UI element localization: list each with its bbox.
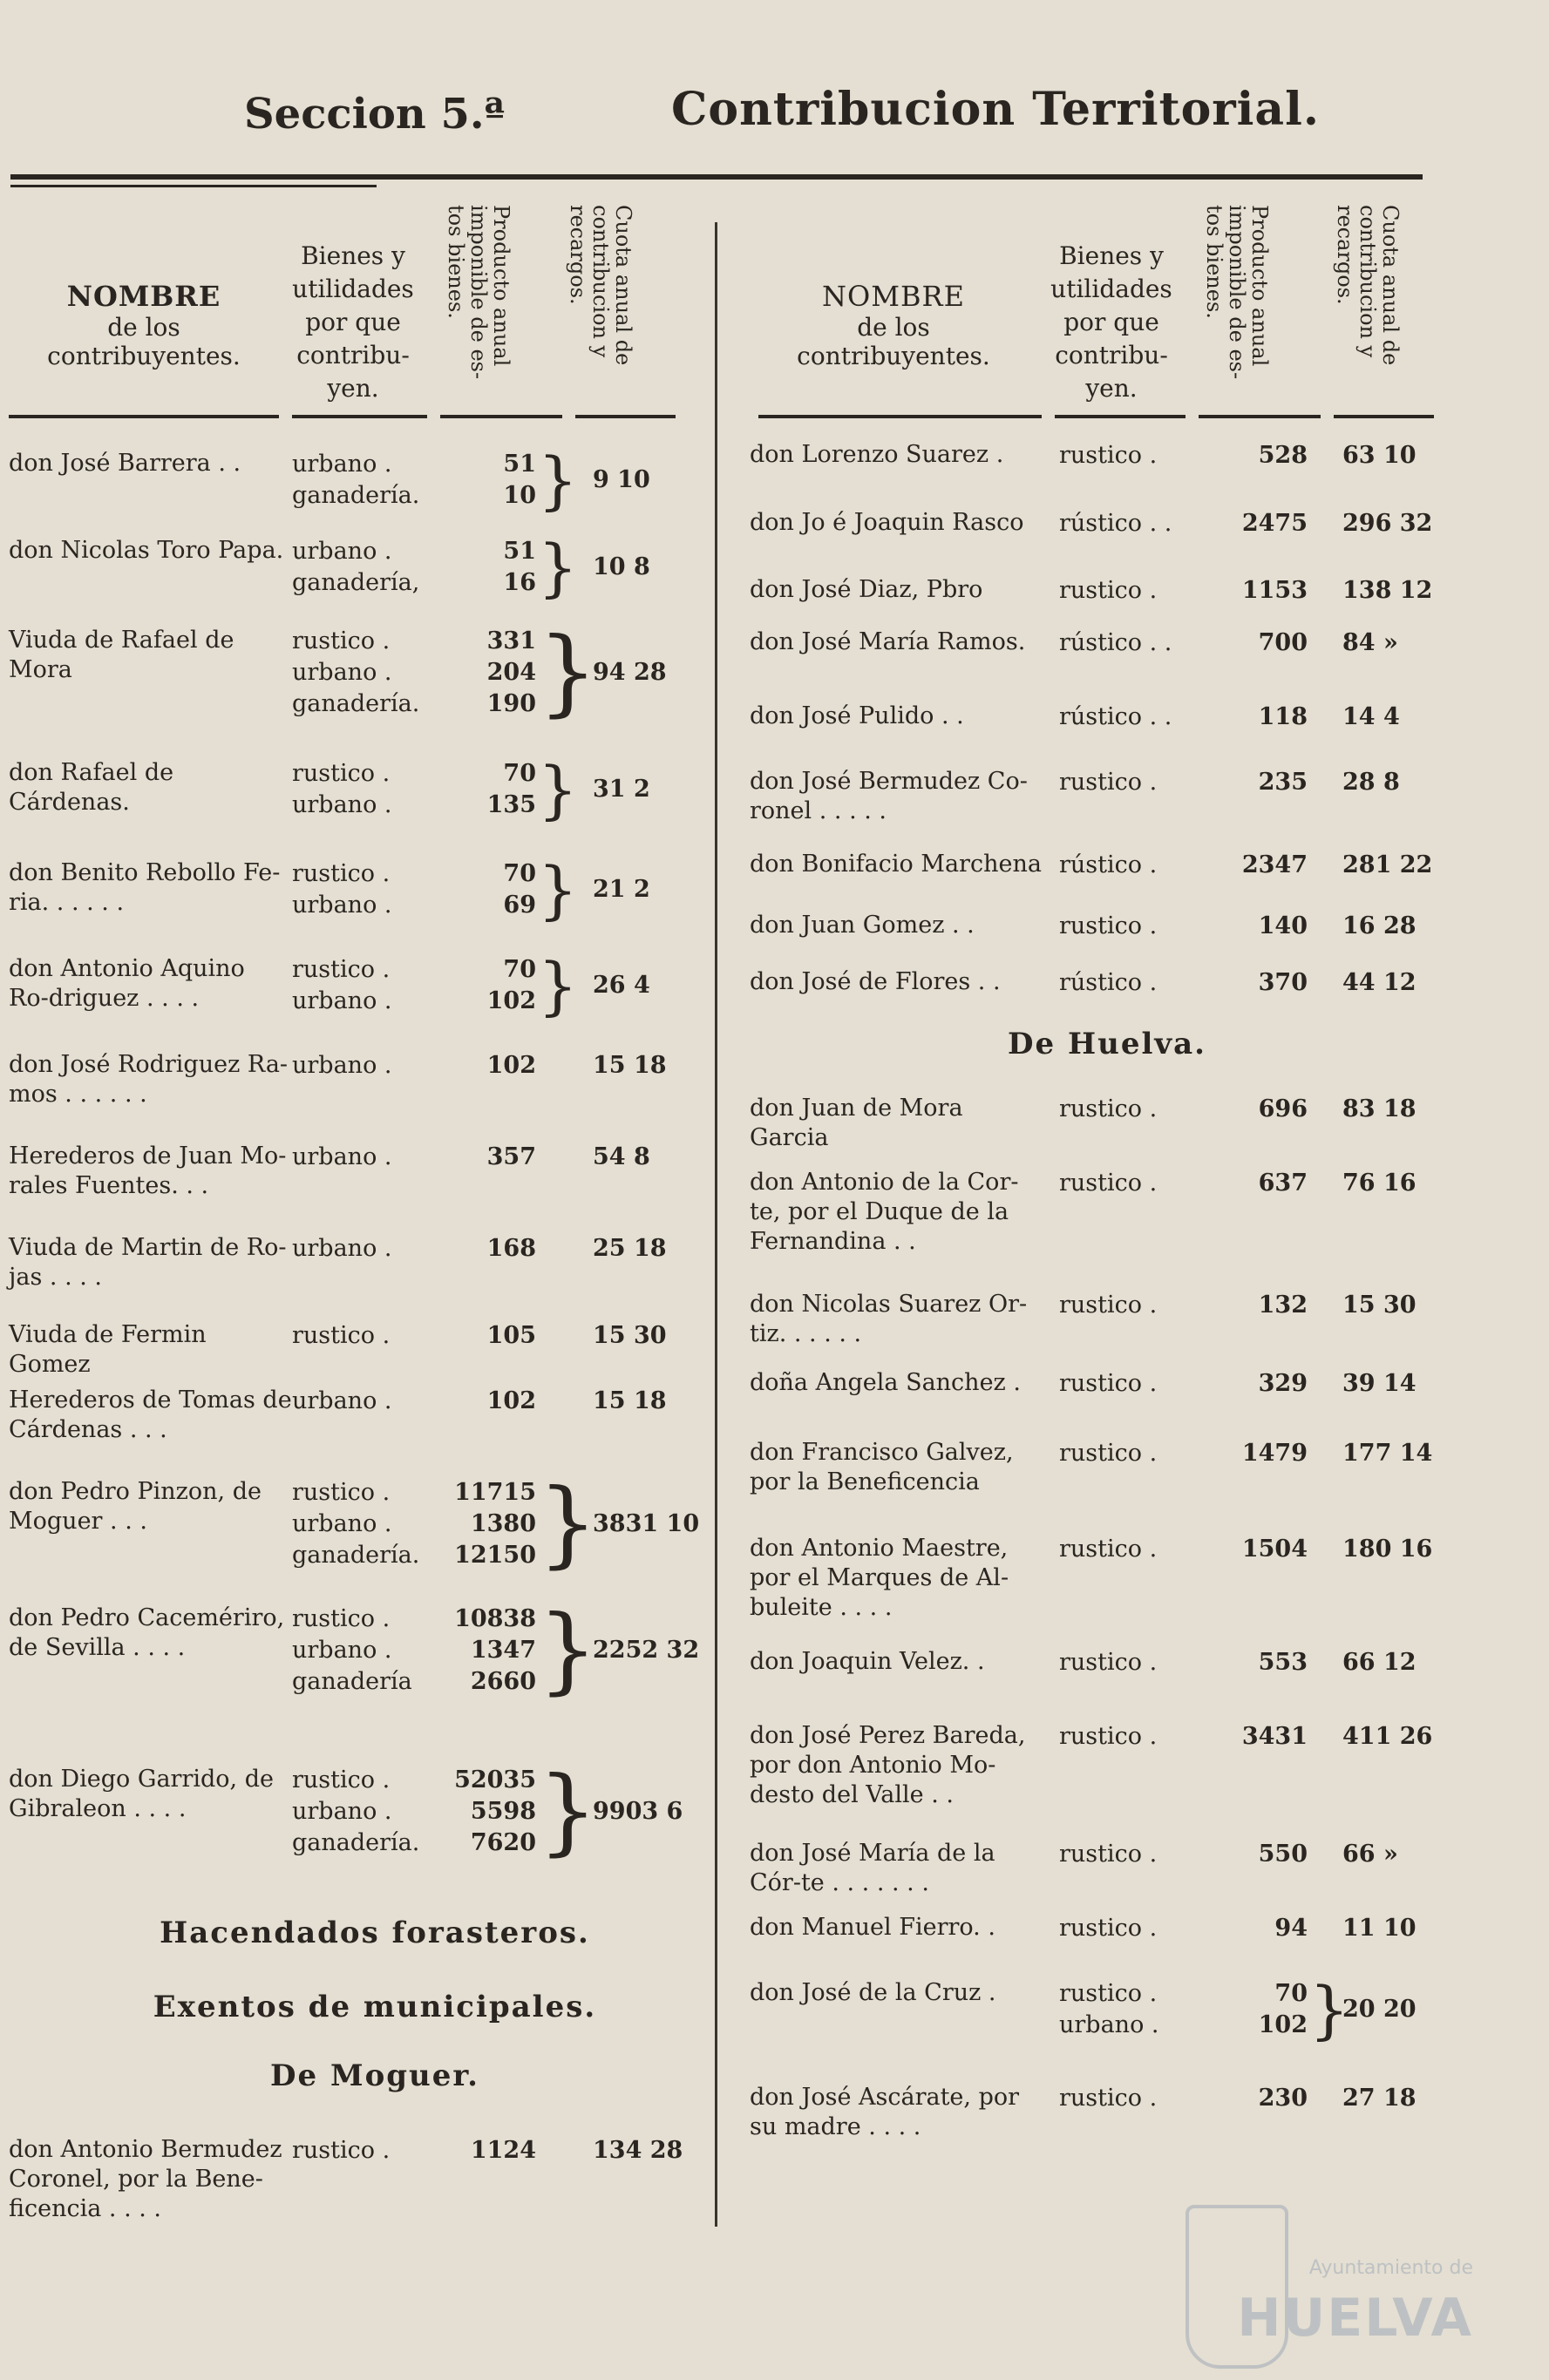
cuota-cell: 2252 32	[593, 1637, 700, 1664]
contribuyente-name: don Pedro Pinzon, de Moguer . . .	[9, 1478, 262, 1535]
cuota-cell: 411 26	[1342, 1723, 1433, 1750]
right-column-header	[750, 200, 1447, 418]
producto-cell	[423, 858, 536, 921]
bienes-item: rustico .	[1059, 1170, 1158, 1197]
contribuyente-name: Viuda de Fermin Gomez	[9, 1321, 207, 1378]
bienes-cell	[292, 954, 392, 1017]
contribuyente-name: don José María de la Cór-te . . . . . . .	[750, 1840, 995, 1896]
cuota-cell: 83 18	[1342, 1095, 1417, 1122]
subhead-moguer: De Moguer.	[269, 2058, 480, 2093]
producto-cell	[1194, 1368, 1308, 1400]
producto-cell	[1194, 1534, 1308, 1565]
producto-cell	[1194, 1978, 1308, 2041]
producto-value: 1479	[1241, 1440, 1308, 1467]
contribuyente-name: don José Diaz, Pbro	[750, 576, 983, 603]
producto-cell	[423, 1050, 536, 1082]
contribuyente-name: don José Rodriguez Ra-mos . . . . . .	[9, 1051, 289, 1108]
contribuyente-name: don Joaquin Velez. .	[750, 1648, 985, 1675]
contribuyente-name: don Rafael de Cárdenas.	[9, 759, 174, 816]
header-nombre-right-title: NOMBRE	[822, 280, 965, 313]
contribuyente-name: Viuda de Rafael de Mora	[9, 627, 234, 683]
producto-value: 69	[503, 892, 536, 919]
cuota-cell: 10 8	[593, 553, 650, 580]
header-nombre-sub: de los contribuyentes.	[47, 313, 241, 370]
producto-value: 16	[503, 569, 536, 596]
cuota-cell: 66 »	[1342, 1841, 1398, 1868]
subhead-hacendados: Hacendados forasteros.	[160, 1916, 590, 1950]
brace-mark: }	[538, 753, 578, 826]
producto-cell	[1194, 1647, 1308, 1678]
cuota-cell: 84 »	[1342, 629, 1398, 656]
left-column-header	[9, 200, 706, 418]
producto-cell	[1194, 1094, 1308, 1125]
cuota-cell: 31 2	[593, 776, 650, 803]
contribuyente-name: don José de Flores . .	[750, 968, 1001, 995]
bienes-cell	[292, 1050, 392, 1082]
cuota-cell: 39 14	[1342, 1370, 1417, 1397]
bienes-cell	[1059, 1721, 1157, 1753]
contribuyente-name: don Antonio de la Cor-te, por el Duque de la Fernandina . .	[750, 1169, 1019, 1255]
bienes-item: ganadería.	[292, 482, 420, 509]
bienes-cell	[292, 1320, 390, 1352]
page-title: Contribucion Territorial.	[671, 83, 1320, 136]
producto-value: 235	[1258, 769, 1308, 796]
page-header	[0, 83, 1549, 153]
bienes-item: rustico .	[1059, 1915, 1158, 1942]
producto-cell	[1194, 911, 1308, 942]
bienes-item: rustico .	[1059, 442, 1158, 469]
contribuyente-name: don José Barrera . .	[9, 450, 241, 477]
bienes-cell	[1059, 850, 1157, 881]
cuota-cell: 94 28	[593, 659, 667, 686]
underline-producto-right	[1199, 415, 1321, 418]
producto-cell	[423, 1233, 536, 1265]
producto-value: 2475	[1241, 510, 1308, 537]
producto-value: 70	[503, 956, 536, 983]
contribuyente-name: don José de la Cruz .	[750, 1979, 996, 2006]
bienes-cell	[1059, 575, 1157, 607]
producto-cell	[423, 449, 536, 512]
producto-value: 696	[1258, 1095, 1308, 1122]
cuota-cell: 14 4	[1342, 703, 1400, 730]
producto-value: 1504	[1241, 1536, 1308, 1563]
producto-value: 1124	[470, 2137, 536, 2164]
bienes-cell	[1059, 911, 1157, 942]
bienes-cell	[292, 626, 419, 720]
bienes-item: rustico .	[1059, 1370, 1158, 1397]
bienes-item: urbano .	[292, 1637, 392, 1664]
producto-value: 1347	[470, 1637, 536, 1664]
producto-cell	[423, 626, 536, 720]
contribuyente-name: don José Ascárate, por su madre . . . .	[750, 2084, 1020, 2140]
bienes-item: rustico .	[292, 1605, 391, 1632]
section-label: Seccion 5.ª	[244, 90, 505, 139]
producto-value: 52035	[454, 1766, 536, 1793]
bienes-cell	[292, 1142, 392, 1173]
underline-bienes-right	[1055, 415, 1186, 418]
bienes-cell	[1059, 440, 1157, 471]
bienes-item: rustico .	[1059, 1292, 1158, 1319]
contribuyente-name: don Manuel Fierro. .	[750, 1914, 995, 1941]
producto-value: 357	[486, 1143, 536, 1170]
bienes-cell	[292, 1386, 392, 1417]
watermark-small: Ayuntamiento de	[1308, 2257, 1473, 2279]
cuota-cell: 15 30	[1342, 1292, 1417, 1319]
bienes-cell	[292, 536, 419, 599]
brace-mark: }	[538, 1469, 598, 1578]
cuota-cell: 25 18	[593, 1235, 667, 1262]
cuota-cell: 9903 6	[593, 1798, 683, 1825]
bienes-item: rustico .	[292, 860, 391, 887]
bienes-item: rustico .	[1059, 912, 1158, 939]
producto-cell	[423, 954, 536, 1017]
producto-cell	[423, 1386, 536, 1417]
header-nombre-right-sub: de los contribuyentes.	[797, 313, 990, 370]
underline-producto	[440, 415, 562, 418]
producto-value: 168	[486, 1235, 536, 1262]
underline-nombre	[9, 415, 279, 418]
bienes-item: rustico .	[1059, 2085, 1158, 2112]
producto-cell	[1194, 1438, 1308, 1469]
bienes-item: rustico .	[1059, 1536, 1158, 1563]
bienes-item: urbano .	[1059, 2011, 1159, 2038]
bienes-item: urbano .	[292, 892, 392, 919]
bienes-item: rustico .	[1059, 1649, 1158, 1676]
producto-value: 51	[503, 451, 536, 478]
bienes-item: rustico .	[292, 956, 391, 983]
producto-value: 135	[486, 791, 536, 818]
producto-value: 204	[486, 659, 536, 686]
cuota-cell: 66 12	[1342, 1649, 1417, 1676]
bienes-cell	[1059, 1438, 1157, 1469]
producto-value: 102	[1258, 2011, 1308, 2038]
producto-value: 5598	[470, 1798, 536, 1825]
producto-cell	[423, 758, 536, 821]
contribuyente-name: don Antonio Aquino Ro-driguez . . . .	[9, 955, 245, 1012]
contribuyente-name: don Francisco Galvez, por la Beneficencia	[750, 1439, 1014, 1495]
producto-cell	[1194, 967, 1308, 999]
producto-value: 370	[1258, 969, 1308, 996]
watermark	[1186, 2205, 1473, 2362]
bienes-cell	[1059, 1094, 1157, 1125]
bienes-item: urbano .	[292, 1052, 392, 1079]
producto-value: 7620	[470, 1829, 536, 1856]
bienes-item: rustico .	[292, 760, 391, 787]
bienes-cell	[292, 1233, 392, 1265]
bienes-item: urbano .	[292, 1235, 392, 1262]
header-nombre-title: NOMBRE	[66, 280, 221, 313]
producto-cell	[423, 1320, 536, 1352]
contribuyente-name: doña Angela Sanchez .	[750, 1369, 1021, 1396]
producto-cell	[1194, 575, 1308, 607]
cuota-cell: 9 10	[593, 466, 650, 493]
brace-mark: }	[538, 1596, 598, 1705]
producto-cell	[423, 2135, 536, 2166]
producto-value: 10	[503, 482, 536, 509]
underline-nombre-right	[758, 415, 1042, 418]
cuota-cell: 15 18	[593, 1387, 667, 1414]
cuota-cell: 3831 10	[593, 1510, 700, 1537]
bienes-item: rustico .	[1059, 1723, 1158, 1750]
bienes-item: urbano .	[292, 791, 392, 818]
bienes-cell	[1059, 1647, 1157, 1678]
producto-value: 1153	[1241, 577, 1308, 604]
header-nombre-right	[758, 280, 1029, 370]
contribuyente-name: don Jo é Joaquin Rasco	[750, 509, 1024, 536]
producto-value: 70	[503, 860, 536, 887]
column-divider	[715, 222, 717, 2227]
contribuyente-name: don Benito Rebollo Fe-ria. . . . . .	[9, 859, 281, 916]
bienes-item: rústico .	[1059, 851, 1158, 878]
bienes-item: urbano .	[292, 451, 392, 478]
producto-value: 10838	[454, 1605, 536, 1632]
bienes-cell	[292, 858, 392, 921]
producto-cell	[1194, 850, 1308, 881]
bienes-cell	[1059, 1978, 1159, 2041]
producto-value: 190	[486, 690, 536, 717]
bienes-cell	[292, 449, 419, 512]
producto-value: 70	[1274, 1980, 1308, 2007]
cuota-cell: 16 28	[1342, 912, 1417, 939]
producto-value: 51	[503, 538, 536, 565]
producto-value: 94	[1274, 1915, 1308, 1942]
header-bienes-right: Bienes y utilidades por que contribu-yen.	[1050, 241, 1172, 403]
producto-cell	[423, 1765, 536, 1859]
bienes-cell	[1059, 1913, 1157, 1944]
bienes-item: rustico .	[292, 1766, 391, 1793]
contribuyente-name: don Juan de Mora Garcia	[750, 1095, 963, 1151]
brace-mark: }	[538, 1757, 598, 1866]
bienes-cell	[1059, 767, 1157, 798]
cuota-cell: 27 18	[1342, 2085, 1417, 2112]
producto-cell	[423, 1604, 536, 1698]
cuota-cell: 15 18	[593, 1052, 667, 1079]
producto-cell	[1194, 1913, 1308, 1944]
producto-value: 118	[1258, 703, 1308, 730]
bienes-item: rustico .	[1059, 1440, 1158, 1467]
bienes-cell	[292, 1477, 419, 1571]
bienes-cell	[1059, 967, 1157, 999]
bienes-cell	[1059, 1534, 1157, 1565]
producto-cell	[1194, 627, 1308, 659]
subhead-exentos: Exentos de municipales.	[153, 1990, 597, 2024]
cuota-cell: 54 8	[593, 1143, 650, 1170]
bienes-cell	[292, 2135, 390, 2166]
brace-mark: }	[1309, 1973, 1349, 2046]
bienes-cell	[1059, 702, 1172, 733]
producto-value: 2660	[470, 1668, 536, 1695]
cuota-cell: 15 30	[593, 1322, 667, 1349]
bienes-item: urbano .	[292, 1798, 392, 1825]
cuota-cell: 28 8	[1342, 769, 1400, 796]
contribuyente-name: don José Perez Bareda, por don Antonio Mo-desto del Valle . .	[750, 1722, 1026, 1808]
header-cuota: Cuota anual de contribucion y recargos.	[566, 205, 635, 366]
producto-cell	[423, 1142, 536, 1173]
subhead-huelva: De Huelva.	[1008, 1027, 1206, 1061]
cuota-cell: 177 14	[1342, 1440, 1433, 1467]
bienes-item: urbano .	[292, 1143, 392, 1170]
bienes-item: rústico . .	[1059, 703, 1172, 730]
underline-cuota	[575, 415, 676, 418]
cuota-cell: 180 16	[1342, 1536, 1433, 1563]
bienes-item: rustico .	[292, 1322, 391, 1349]
bienes-item: ganadería.	[292, 1542, 420, 1569]
bienes-item: rústico . .	[1059, 510, 1172, 537]
contribuyente-name: don Juan Gomez . .	[750, 912, 975, 939]
cuota-cell: 26 4	[593, 972, 650, 999]
brace-mark: }	[538, 444, 578, 517]
bienes-item: rustico .	[292, 2137, 391, 2164]
brace-mark: }	[538, 618, 598, 727]
bienes-item: rústico . .	[1059, 629, 1172, 656]
bienes-item: urbano .	[292, 1510, 392, 1537]
producto-cell	[423, 536, 536, 599]
contribuyente-name: don José María Ramos.	[750, 628, 1026, 655]
producto-cell	[1194, 1839, 1308, 1870]
bienes-cell	[1059, 1839, 1157, 1870]
cuota-cell: 296 32	[1342, 510, 1433, 537]
producto-cell	[1194, 2083, 1308, 2114]
bienes-cell	[1059, 1368, 1157, 1400]
producto-cell	[1194, 508, 1308, 539]
contribuyente-name: don Nicolas Toro Papa.	[9, 537, 284, 564]
contribuyente-name: don Antonio Bermudez Coronel, por la Bene-ficencia . . . .	[9, 2136, 282, 2222]
contribuyente-name: don Diego Garrido, de Gibraleon . . . .	[9, 1766, 274, 1822]
bienes-item: ganadería.	[292, 690, 420, 717]
producto-value: 132	[1258, 1292, 1308, 1319]
bienes-item: rustico .	[1059, 577, 1158, 604]
header-producto: Producto anual imponible de es-tos bienes.	[444, 205, 513, 380]
bienes-item: rustico .	[1059, 769, 1158, 796]
producto-value: 3431	[1241, 1723, 1308, 1750]
producto-value: 1380	[470, 1510, 536, 1537]
producto-cell	[1194, 1168, 1308, 1199]
bienes-item: urbano .	[292, 538, 392, 565]
top-rule-thin	[10, 185, 377, 187]
producto-value: 2347	[1241, 851, 1308, 878]
contribuyente-name: Herederos de Juan Mo-rales Fuentes. . .	[9, 1143, 287, 1199]
underline-cuota-right	[1334, 415, 1434, 418]
producto-cell	[423, 1477, 536, 1571]
bienes-item: rústico .	[1059, 969, 1158, 996]
bienes-cell	[1059, 1290, 1157, 1321]
bienes-item: rustico .	[1059, 1980, 1158, 2007]
contribuyente-name: Herederos de Tomas de Cárdenas . . .	[9, 1387, 292, 1443]
bienes-item: rustico .	[292, 627, 391, 654]
contribuyente-name: don José Pulido . .	[750, 702, 964, 729]
cuota-cell: 21 2	[593, 876, 650, 903]
header-cuota-right: Cuota anual de contribucion y recargos.	[1333, 205, 1403, 366]
cuota-cell: 138 12	[1342, 577, 1433, 604]
producto-value: 105	[486, 1322, 536, 1349]
bienes-cell	[292, 1765, 419, 1859]
producto-cell	[1194, 440, 1308, 471]
contribuyente-name: don Bonifacio Marchena	[750, 851, 1042, 878]
producto-cell	[1194, 767, 1308, 798]
contribuyente-name: don Lorenzo Suarez .	[750, 441, 1004, 468]
cuota-cell: 76 16	[1342, 1170, 1417, 1197]
underline-bienes	[292, 415, 427, 418]
header-bienes: Bienes y utilidades por que contribu-yen.	[292, 241, 414, 403]
contribuyente-name: don Pedro Cacemériro, de Sevilla . . . .	[9, 1604, 285, 1661]
contribuyente-name: don Antonio Maestre, por el Marques de Al-buleite . . . .	[750, 1535, 1009, 1621]
bienes-item: urbano .	[292, 659, 392, 686]
producto-value: 329	[1258, 1370, 1308, 1397]
cuota-cell: 20 20	[1342, 1996, 1417, 2023]
producto-value: 11715	[454, 1479, 536, 1506]
brace-mark: }	[538, 531, 578, 604]
bienes-cell	[1059, 1168, 1157, 1199]
cuota-cell: 44 12	[1342, 969, 1417, 996]
cuota-cell: 134 28	[593, 2137, 683, 2164]
bienes-item: urbano .	[292, 987, 392, 1014]
producto-value: 331	[486, 627, 536, 654]
producto-value: 102	[486, 987, 536, 1014]
producto-value: 70	[503, 760, 536, 787]
cuota-cell: 63 10	[1342, 442, 1417, 469]
contribuyente-name: don José Bermudez Co-ronel . . . . .	[750, 768, 1028, 824]
bienes-item: urbano .	[292, 1387, 392, 1414]
producto-cell	[1194, 1721, 1308, 1753]
bienes-item: ganadería.	[292, 1829, 420, 1856]
producto-value: 553	[1258, 1649, 1308, 1676]
bienes-item: rustico .	[1059, 1095, 1158, 1122]
producto-value: 102	[486, 1052, 536, 1079]
producto-value: 700	[1258, 629, 1308, 656]
bienes-cell	[292, 1604, 412, 1698]
cuota-cell: 281 22	[1342, 851, 1433, 878]
bienes-cell	[1059, 627, 1172, 659]
header-producto-right: Producto anual imponible de es-tos bienes.	[1202, 205, 1272, 380]
brace-mark: }	[538, 949, 578, 1022]
watermark-big: HUELVA	[1237, 2288, 1473, 2349]
bienes-item: rustico .	[292, 1479, 391, 1506]
cuota-cell: 11 10	[1342, 1915, 1417, 1942]
producto-value: 637	[1258, 1170, 1308, 1197]
bienes-cell	[1059, 508, 1172, 539]
producto-value: 102	[486, 1387, 536, 1414]
brace-mark: }	[538, 853, 578, 926]
top-rule	[10, 174, 1423, 180]
bienes-item: ganadería,	[292, 569, 420, 596]
bienes-item: ganadería	[292, 1668, 412, 1695]
producto-value: 140	[1258, 912, 1308, 939]
bienes-item: rustico .	[1059, 1841, 1158, 1868]
contribuyente-name: don Nicolas Suarez Or-tiz. . . . . .	[750, 1291, 1028, 1347]
producto-cell	[1194, 1290, 1308, 1321]
producto-value: 550	[1258, 1841, 1308, 1868]
producto-value: 230	[1258, 2085, 1308, 2112]
producto-value: 12150	[454, 1542, 536, 1569]
contribuyente-name: Viuda de Martin de Ro-jas . . . .	[9, 1234, 287, 1291]
producto-value: 528	[1258, 442, 1308, 469]
producto-cell	[1194, 702, 1308, 733]
bienes-cell	[1059, 2083, 1157, 2114]
bienes-cell	[292, 758, 392, 821]
header-nombre	[9, 280, 279, 370]
